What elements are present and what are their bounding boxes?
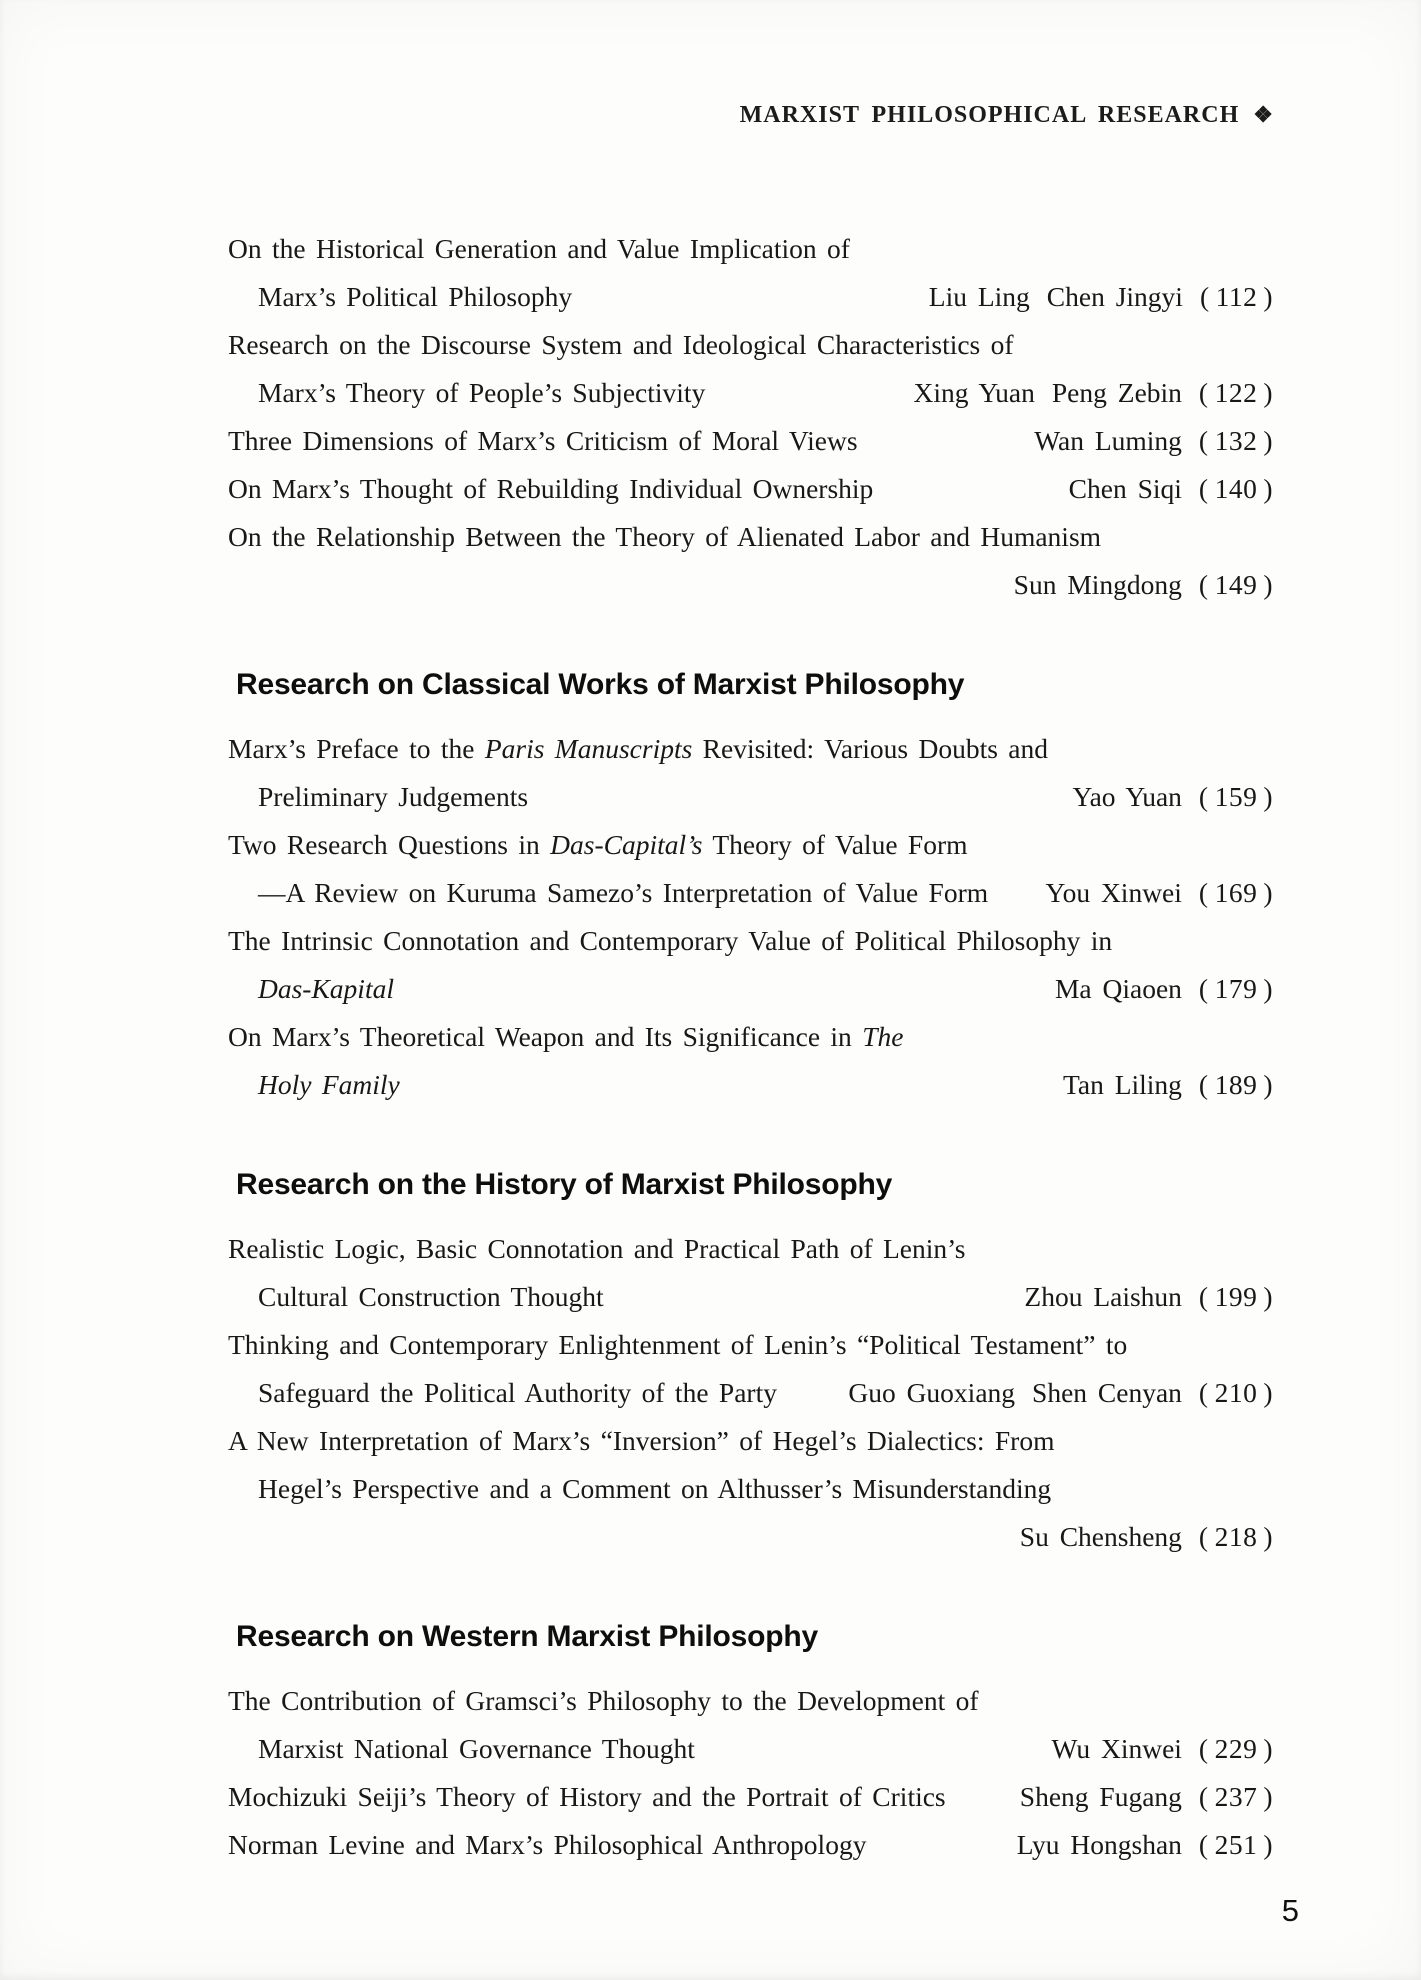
entry-title [228,917,1112,965]
running-header-title: MARXIST PHILOSOPHICAL RESEARCH [739,102,1240,128]
entry-byline [1014,561,1273,609]
entry-title [228,1821,866,1869]
entry-page-number: ( 210 ) [1198,1377,1273,1408]
entry-title-segment: On the Relationship Between the Theory of Alienated Labor and Humanism [228,521,1102,552]
entry-title-segment: Marxist National Governance Thought [258,1733,695,1764]
entry-title-segment: On the Historical Generation and Value Implication of [228,233,850,264]
entry-byline [848,1369,1273,1417]
entry-title-italic-segment: Das-Capital’s [550,829,703,860]
toc-entry-line [228,965,1273,1013]
section-heading: Research on the History of Marxist Philosophy [236,1168,893,1201]
toc-entry-line [228,1725,1273,1773]
entry-title-segment: —A Review on Kuruma Samezo’s Interpretation of Value Form [258,877,989,908]
toc-entry-line [228,1369,1273,1417]
author-name: Chen Siqi [1068,473,1182,504]
entry-page-number: ( 251 ) [1198,1829,1273,1860]
entry-byline [914,369,1273,417]
author-name: Ma Qiaoen [1054,973,1182,1004]
author-name: Peng Zebin [1051,377,1182,408]
entry-title [228,1225,966,1273]
entry-title-segment: Hegel’s Perspective and a Comment on Althusser’s Misunderstanding [258,1473,1052,1504]
entry-title-segment: Realistic Logic, Basic Connotation and Practical Path of Lenin’s [228,1233,966,1264]
entry-title [228,321,1014,369]
toc-entry-line [228,513,1273,561]
entry-title [228,725,1048,773]
author-name: Liu Ling [928,281,1030,312]
toc-entry-line [228,725,1273,773]
toc-section [228,1163,1273,1561]
entry-title-italic-segment: The [862,1021,904,1052]
entry-byline [1017,1821,1273,1869]
toc-entry-line [228,417,1273,465]
entry-title [228,465,873,513]
entry-byline [1020,1513,1273,1561]
entry-title [228,1013,903,1061]
toc-section [228,663,1273,1109]
entry-title-italic-segment: Paris Manuscripts [484,733,693,764]
toc-entry-line [228,1465,1273,1513]
entry-title [228,1465,1051,1513]
entry-title [228,513,1101,561]
author-name: Guo Guoxiang [848,1377,1016,1408]
entry-page-number: ( 159 ) [1198,781,1273,812]
toc-entry-line [228,1773,1273,1821]
section-heading: Research on Western Marxist Philosophy [236,1620,819,1653]
toc-section [228,225,1273,609]
entry-byline [1063,1061,1273,1109]
toc-entry-line [228,465,1273,513]
entry-title [228,1417,1054,1465]
entry-byline [929,273,1273,321]
entry-title-segment: On Marx’s Thought of Rebuilding Individual Ownership [228,473,874,504]
entry-title-italic-segment: Das-Kapital [258,973,394,1004]
author-name: Chen Jingyi [1046,281,1183,312]
toc-entry-line [228,1417,1273,1465]
author-name: You Xinwei [1045,877,1182,908]
entry-title [228,369,705,417]
entry-title [228,1773,946,1821]
author-name: Shen Cenyan [1032,1377,1182,1408]
toc-entry-line [228,1225,1273,1273]
author-name: Lyu Hongshan [1016,1829,1182,1860]
entry-byline [1024,1273,1273,1321]
entry-title-segment: Marx’s Preface to the [228,733,485,764]
author-name: Sun Mingdong [1013,569,1182,600]
entry-title [228,821,968,869]
toc-entry-line [228,225,1273,273]
toc-entry-line [228,869,1273,917]
page-number: 5 [1281,1893,1299,1928]
entry-title [228,1273,604,1321]
entry-byline [1072,773,1273,821]
section-heading: Research on Classical Works of Marxist Philosophy [236,668,965,701]
author-name: Sheng Fugang [1019,1781,1182,1812]
entry-title [228,965,394,1013]
entry-page-number: ( 122 ) [1198,377,1273,408]
entry-title-segment: Three Dimensions of Marx’s Criticism of Moral Views [228,425,858,456]
entry-title [228,273,572,321]
toc-entry-line [228,561,1273,609]
toc-entry-line [228,273,1273,321]
entry-title-segment: Safeguard the Political Authority of the Party [258,1377,777,1408]
running-header [740,102,1273,129]
entry-title-segment: On Marx’s Theoretical Weapon and Its Significance in [228,1021,863,1052]
entry-title [228,1321,1127,1369]
entry-byline [1069,465,1273,513]
entry-title [228,1061,400,1109]
entry-page-number: ( 229 ) [1198,1733,1273,1764]
entry-page-number: ( 199 ) [1198,1281,1273,1312]
entry-title-segment: Preliminary Judgements [258,781,529,812]
entry-title-segment: The Contribution of Gramsci’s Philosophy to the Development of [228,1685,979,1716]
author-name: Su Chensheng [1019,1521,1182,1552]
author-name: Yao Yuan [1072,781,1182,812]
table-of-contents [228,225,1273,1869]
author-name: Xing Yuan [913,377,1035,408]
author-name: Wan Luming [1034,425,1182,456]
toc-entry-line [228,321,1273,369]
toc-entry-line [228,369,1273,417]
entry-title [228,225,850,273]
toc-entry-line [228,1061,1273,1109]
entry-page-number: ( 112 ) [1199,281,1273,312]
entry-page-number: ( 132 ) [1198,425,1273,456]
entry-title-segment: Theory of Value Form [702,829,968,860]
entry-byline [1055,965,1273,1013]
entry-title-segment: Research on the Discourse System and Ideological Characteristics of [228,329,1014,360]
author-name: Wu Xinwei [1051,1733,1182,1764]
toc-section [228,1615,1273,1869]
toc-entry-line [228,917,1273,965]
toc-entry-line [228,821,1273,869]
toc-entry-line [228,1321,1273,1369]
entry-page-number: ( 237 ) [1198,1781,1273,1812]
entry-title [228,773,528,821]
entry-page-number: ( 149 ) [1198,569,1273,600]
author-name: Tan Liling [1062,1069,1182,1100]
entry-byline [1020,1773,1273,1821]
diamond-ornament-icon: ❖ [1253,102,1273,127]
entry-title-segment: Thinking and Contemporary Enlightenment of Lenin’s “Political Testament” to [228,1329,1128,1360]
entry-page-number: ( 218 ) [1198,1521,1273,1552]
entry-page-number: ( 140 ) [1198,473,1273,504]
entry-title-segment: The Intrinsic Connotation and Contemporary Value of Political Philosophy in [228,925,1113,956]
entry-byline [1045,869,1273,917]
entry-title [228,1677,979,1725]
entry-title-segment: Revisited: Various Doubts and [692,733,1048,764]
entry-title-segment: Marx’s Political Philosophy [258,281,573,312]
toc-entry-line [228,1513,1273,1561]
entry-byline [1051,1725,1273,1773]
toc-entry-line [228,1677,1273,1725]
entry-page-number: ( 169 ) [1198,877,1273,908]
entry-title [228,869,988,917]
toc-entry-line [228,1821,1273,1869]
entry-title [228,417,858,465]
toc-entry-line [228,1013,1273,1061]
entry-title-segment: Marx’s Theory of People’s Subjectivity [258,377,706,408]
entry-title-segment: Norman Levine and Marx’s Philosophical Anthropology [228,1829,867,1860]
entry-page-number: ( 189 ) [1198,1069,1273,1100]
entry-title-italic-segment: Holy Family [258,1069,400,1100]
entry-title-segment: Mochizuki Seiji’s Theory of History and the Portrait of Critics [228,1781,946,1812]
entry-title-segment: A New Interpretation of Marx’s “Inversion” of Hegel’s Dialectics: From [228,1425,1055,1456]
entry-title [228,1725,695,1773]
entry-page-number: ( 179 ) [1198,973,1273,1004]
entry-byline [1034,417,1273,465]
author-name: Zhou Laishun [1024,1281,1182,1312]
entry-title-segment: Two Research Questions in [228,829,551,860]
toc-entry-line [228,1273,1273,1321]
entry-title-segment: Cultural Construction Thought [258,1281,604,1312]
toc-entry-line [228,773,1273,821]
entry-title [228,1369,777,1417]
